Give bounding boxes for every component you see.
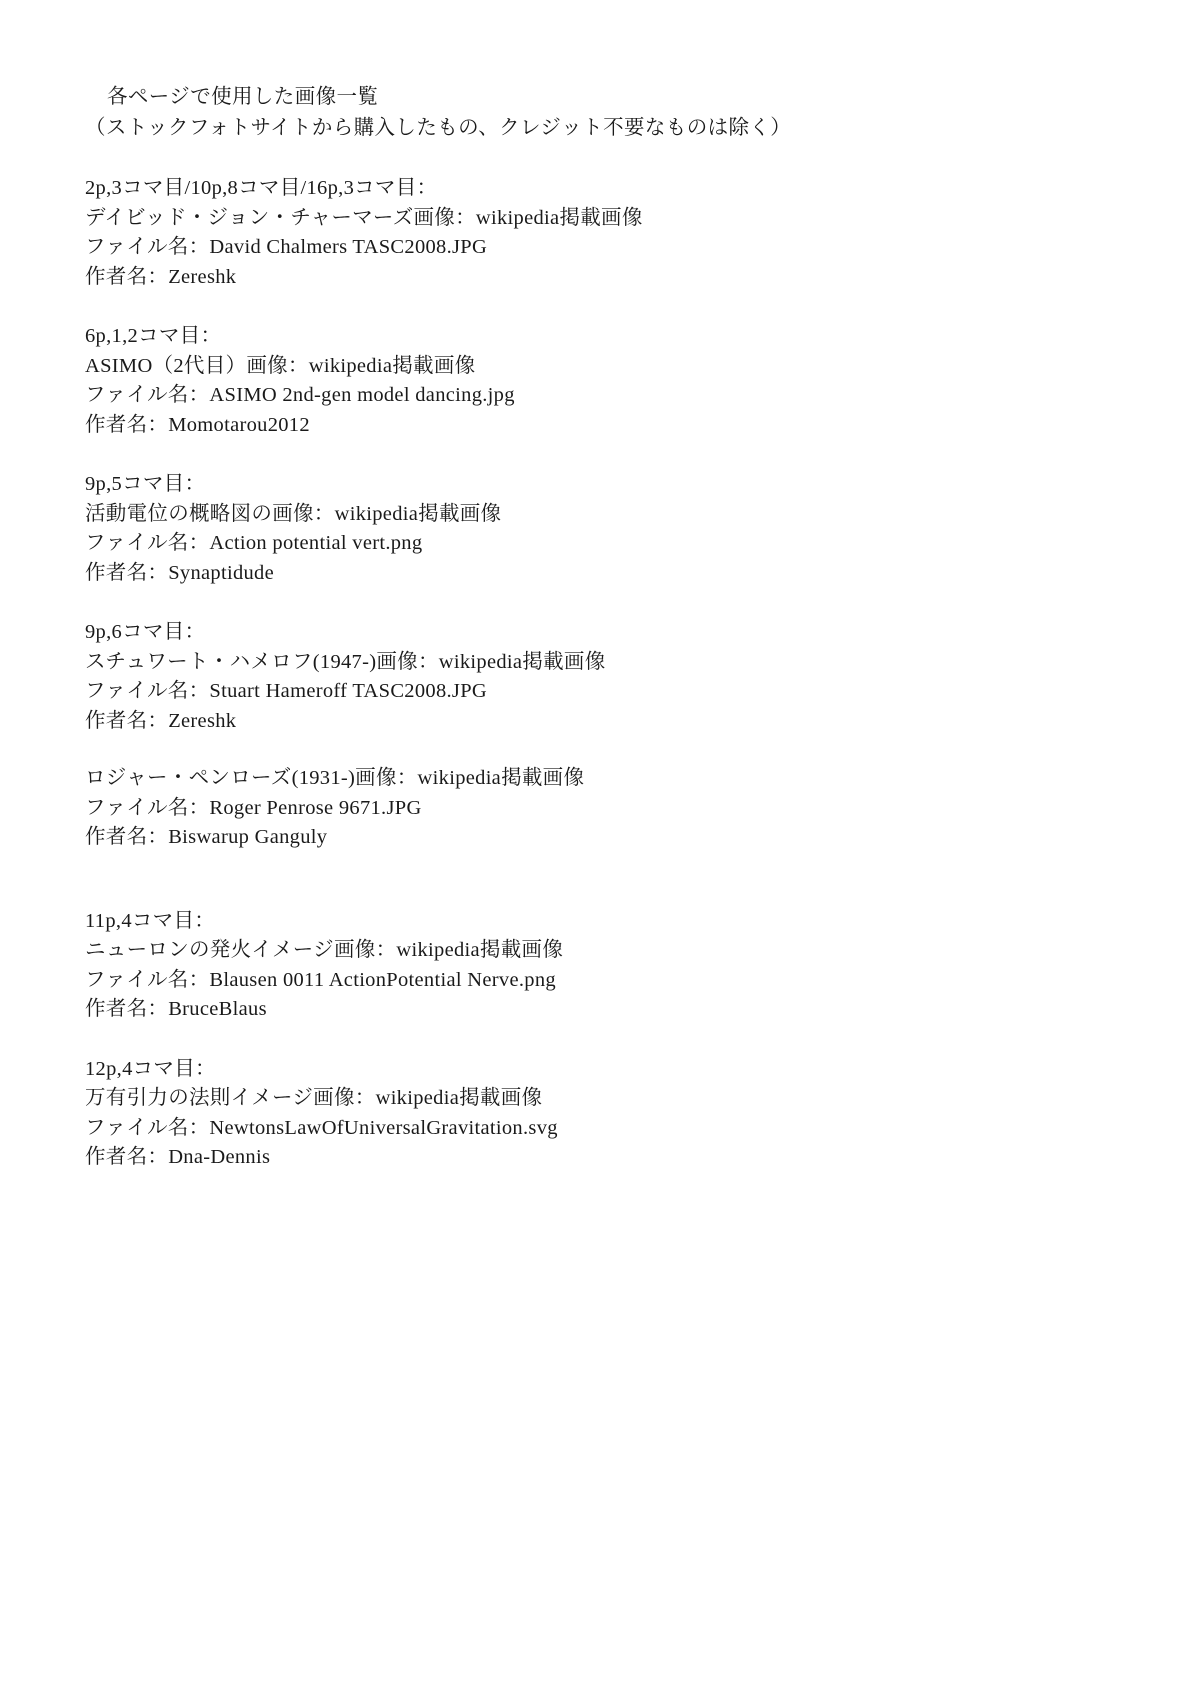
entry-filename: ファイル名：David Chalmers TASC2008.JPG	[85, 236, 488, 258]
entry-author: 作者名：BruceBlaus	[85, 998, 267, 1020]
entry-filename: ファイル名：NewtonsLawOfUniversalGravitation.svg	[85, 1116, 558, 1139]
entry-description: 活動電位の概略図の画像：wikipedia掲載画像	[85, 502, 502, 525]
entry-description: 万有引力の法則イメージ画像：wikipedia掲載画像	[85, 1087, 543, 1109]
entry-author: 作者名：Zereshk	[85, 265, 237, 288]
entry-description: デイビッド・ジョン・チャーマーズ画像：wikipedia掲載画像	[85, 206, 643, 229]
credit-entry	[85, 907, 1085, 1025]
entry-author: 作者名：Synaptidude	[85, 561, 274, 584]
entry-panel-reference: 2p,3コマ目/10p,8コマ目/16p,3コマ目：	[85, 177, 438, 199]
entry-author: 作者名：Zereshk	[85, 709, 237, 732]
document-body	[85, 82, 1085, 1173]
entry-author: 作者名：Dna-Dennis	[85, 1146, 271, 1168]
entry-description: ASIMO（2代目）画像：wikipedia掲載画像	[85, 354, 476, 377]
entry-panel-reference: 9p,5コマ目：	[85, 473, 206, 495]
credit-entry	[85, 322, 1085, 440]
entry-author: 作者名：Biswarup Ganguly	[85, 826, 328, 848]
credit-entry	[85, 1055, 1085, 1173]
entry-filename: ファイル名：Stuart Hameroff TASC2008.JPG	[85, 680, 488, 702]
entry-panel-reference: 9p,6コマ目：	[85, 621, 206, 643]
entry-author: 作者名：Momotarou2012	[85, 413, 310, 436]
entry-panel-reference: 12p,4コマ目：	[85, 1057, 216, 1080]
entry-filename: ファイル名：ASIMO 2nd-gen model dancing.jpg	[85, 384, 515, 406]
entry-panel-reference: 6p,1,2コマ目：	[85, 325, 222, 347]
credit-entry	[85, 618, 1085, 736]
entry-description: ロジャー・ペンローズ(1931-)画像：wikipedia掲載画像	[85, 767, 585, 789]
page-title: 各ページで使用した画像一覧	[107, 86, 379, 108]
entry-filename: ファイル名：Blausen 0011 ActionPotential Nerve.png	[85, 968, 556, 991]
entry-description: スチュワート・ハメロフ(1947-)画像：wikipedia掲載画像	[85, 650, 606, 673]
page-subtitle: （ストックフォトサイトから購入したもの、クレジット不要なものは除く）	[85, 117, 792, 139]
credit-entry	[85, 174, 1085, 292]
entry-description: ニューロンの発火イメージ画像：wikipedia掲載画像	[85, 939, 564, 961]
entry-filename: ファイル名：Action potential vert.png	[85, 532, 423, 554]
credit-entry	[85, 764, 1085, 853]
entry-panel-reference: 11p,4コマ目：	[85, 909, 216, 932]
entry-filename: ファイル名：Roger Penrose 9671.JPG	[85, 796, 422, 819]
credit-entry	[85, 470, 1085, 588]
